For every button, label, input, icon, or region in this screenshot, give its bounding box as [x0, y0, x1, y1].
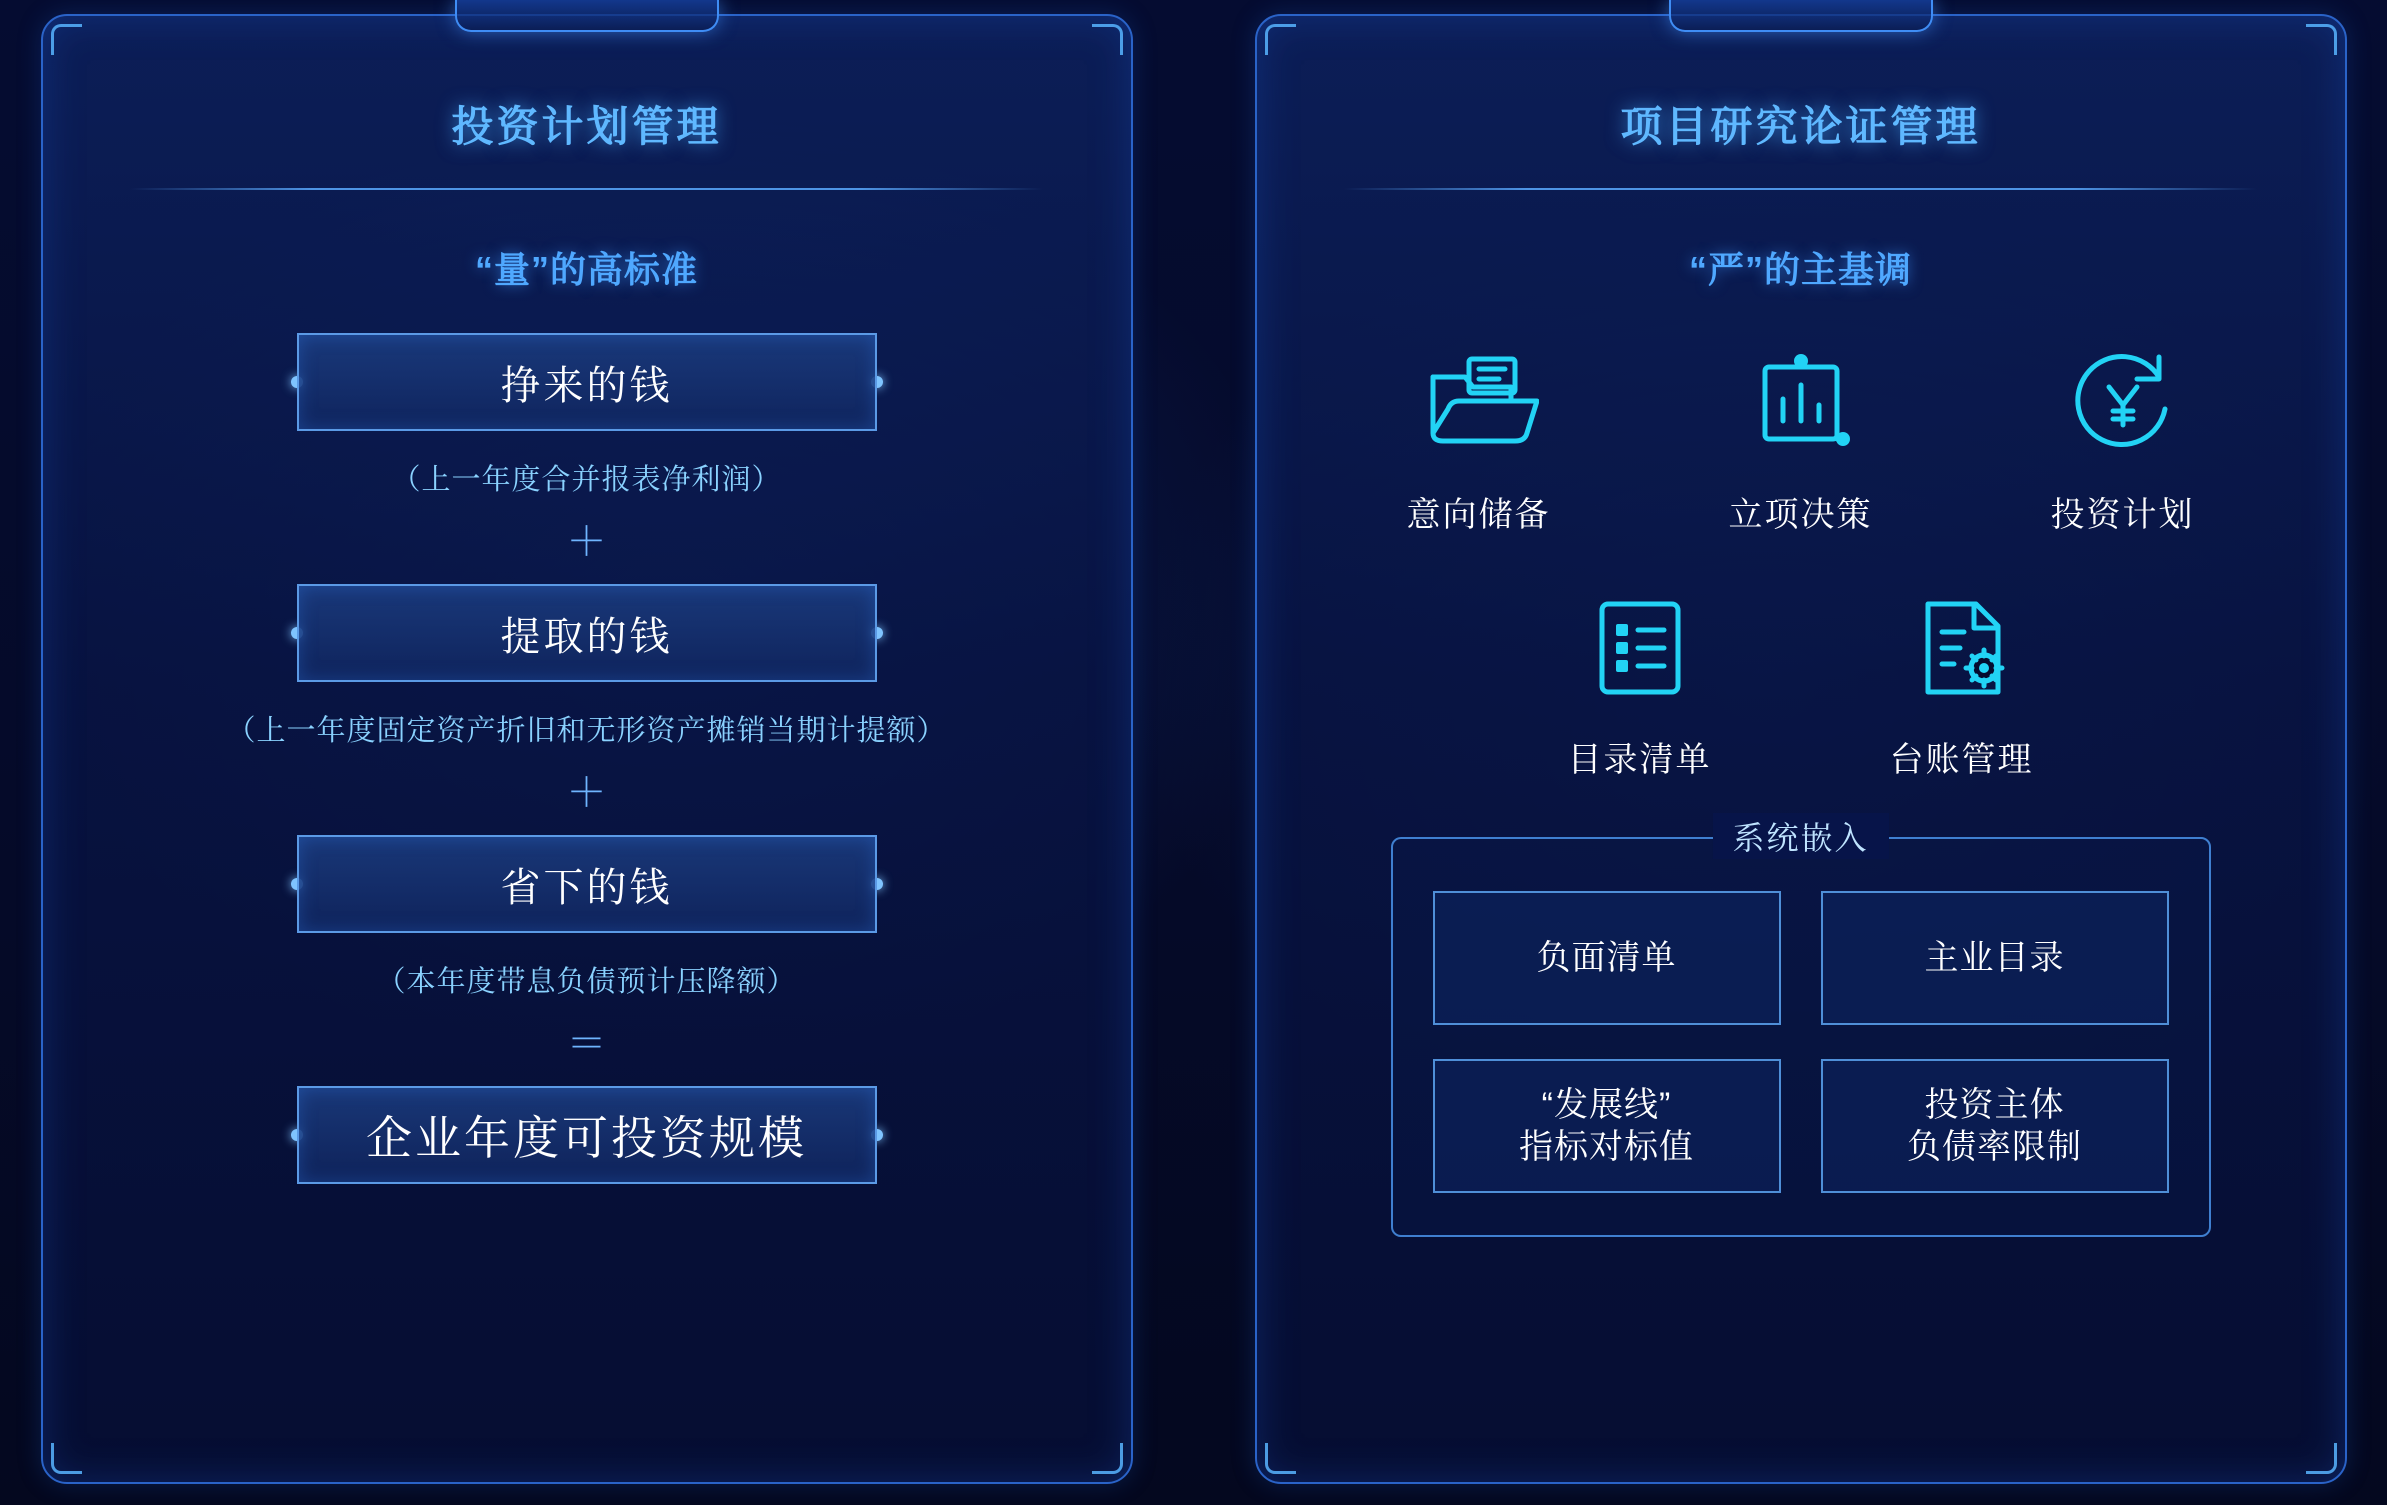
corner-decoration-icon — [2306, 24, 2337, 55]
feature-caption: 立项决策 — [1728, 496, 1873, 534]
feature-item-project-decision[interactable] — [1676, 337, 1926, 536]
title-divider — [130, 188, 1044, 190]
left-panel-subtitle: “量”的高标准 — [474, 249, 698, 290]
right-panel-title: 项目研究论证管理 — [1620, 103, 1981, 150]
feature-caption: 目录清单 — [1567, 741, 1712, 779]
folder-document-icon — [1419, 337, 1539, 469]
bar-chart-icon — [1741, 337, 1861, 469]
corner-decoration-icon — [51, 24, 82, 55]
embed-item-development-line[interactable] — [1433, 1059, 1781, 1193]
embed-item-line1: 负面清单 — [1536, 938, 1677, 977]
formula-note-depreciation: （上一年度固定资产折旧和无形资产摊销当期计提额） — [226, 715, 947, 747]
right-panel-subtitle: “严”的主基调 — [1688, 249, 1912, 290]
formula-result-label: 企业年度可投资规模 — [297, 1086, 877, 1184]
panel-investment-plan — [41, 14, 1133, 1484]
formula-operator-equals: ＝ — [566, 1022, 607, 1066]
system-embed-legend: 系统嵌入 — [1712, 813, 1888, 859]
yuan-refresh-icon — [2063, 337, 2183, 469]
document-gear-icon — [1902, 582, 2022, 714]
formula-chip-depreciation[interactable] — [297, 584, 877, 682]
formula-result[interactable] — [297, 1086, 877, 1184]
corner-decoration-icon — [2306, 1443, 2337, 1474]
formula-note-saved: （本年度带息负债预计压降额） — [376, 966, 797, 998]
feature-item-investment-plan[interactable] — [1998, 337, 2248, 536]
corner-decoration-icon — [1265, 1443, 1296, 1474]
feature-item-intent-reserve[interactable] — [1354, 337, 1604, 536]
embed-item-line1: 主业目录 — [1924, 938, 2065, 977]
investment-formula — [43, 333, 1131, 1184]
embed-item-investor-debt-limit[interactable] — [1821, 1059, 2169, 1193]
panel-project-research — [1255, 14, 2347, 1484]
system-embed-grid — [1433, 891, 2169, 1193]
corner-decoration-icon — [1092, 24, 1123, 55]
corner-decoration-icon — [1092, 1443, 1123, 1474]
corner-decoration-icon — [1265, 24, 1296, 55]
left-panel-title: 投资计划管理 — [451, 103, 722, 150]
title-divider — [1344, 188, 2258, 190]
feature-icon-grid — [1257, 337, 2345, 781]
formula-operator-plus: ＋ — [566, 771, 607, 815]
feature-icon-row-two — [1347, 582, 2255, 781]
feature-caption: 投资计划 — [2050, 496, 2195, 534]
corner-decoration-icon — [51, 1443, 82, 1474]
feature-caption: 台账管理 — [1889, 741, 2034, 779]
formula-chip-saved[interactable] — [297, 835, 877, 933]
embed-item-negative-list[interactable] — [1433, 891, 1781, 1025]
embed-item-main-business-catalog[interactable] — [1821, 891, 2169, 1025]
embed-item-line2: 负债率限制 — [1907, 1128, 2082, 1166]
feature-item-catalog-list[interactable] — [1515, 582, 1765, 781]
formula-chip-label: 省下的钱 — [297, 835, 877, 933]
checklist-icon — [1580, 582, 1700, 714]
feature-caption: 意向储备 — [1406, 496, 1551, 534]
formula-note-earned: （上一年度合并报表净利润） — [391, 464, 782, 496]
feature-item-ledger-management[interactable] — [1837, 582, 2087, 781]
system-embed-group — [1391, 820, 2211, 1237]
formula-chip-label: 提取的钱 — [297, 584, 877, 682]
formula-chip-earned[interactable] — [297, 333, 877, 431]
embed-item-line2: 指标对标值 — [1519, 1128, 1694, 1166]
embed-item-line1: “发展线” — [1541, 1085, 1672, 1124]
embed-item-line1: 投资主体 — [1924, 1085, 2065, 1124]
formula-operator-plus: ＋ — [566, 520, 607, 564]
formula-chip-label: 挣来的钱 — [297, 333, 877, 431]
